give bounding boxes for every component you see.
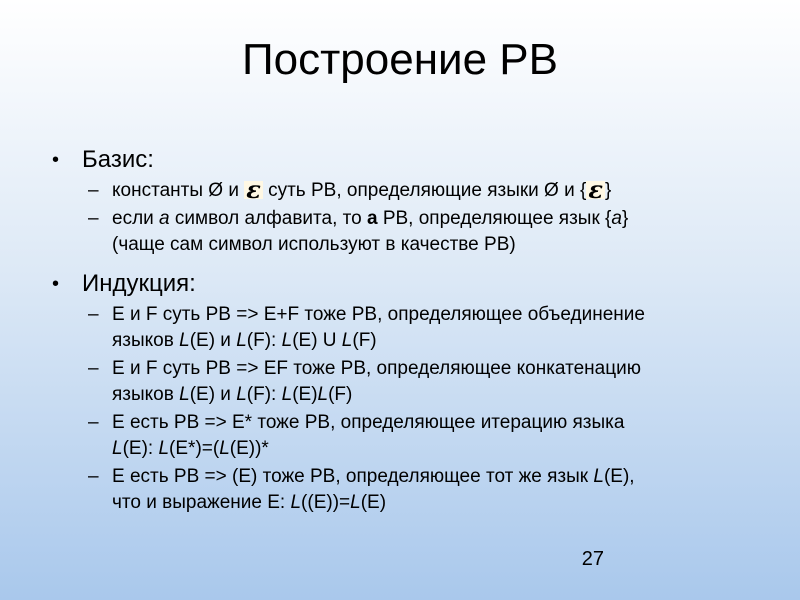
text-fragment: (F): [246, 330, 282, 351]
text-fragment: константы Ø и [112, 180, 245, 201]
text-fragment: символ алфавита, то [169, 208, 367, 229]
text-fragment: если [112, 208, 160, 229]
text-fragment: } [621, 208, 629, 229]
italic-symbol: L [112, 438, 123, 459]
italic-symbol: L [179, 330, 190, 351]
bullet-label: Базис: [82, 146, 154, 173]
text-fragment: языков [112, 330, 180, 351]
epsilon-symbol: ε [588, 175, 603, 204]
italic-symbol: L [350, 492, 361, 513]
dash-glyph: – [88, 304, 99, 325]
italic-symbol: L [341, 330, 353, 351]
sub-item-constants [52, 175, 752, 204]
italic-symbol: L [219, 438, 230, 459]
italic-symbol: L [236, 384, 247, 405]
text-fragment: E есть РВ => E* тоже РВ, определяющее итерацию языка [112, 412, 625, 433]
text-fragment: } [604, 180, 612, 201]
text-fragment: (E) [360, 492, 387, 513]
text-fragment: языков [112, 384, 180, 405]
text-fragment: (F) [352, 330, 377, 351]
italic-symbol: a [611, 208, 622, 229]
text-fragment: что и выражение E: [112, 492, 291, 513]
epsilon-symbol: ε [246, 175, 261, 204]
italic-symbol: L [158, 438, 170, 459]
text-fragment: E есть РВ => (E) тоже РВ, определяющее тот же язык [112, 466, 594, 487]
bullet-label: Индукция: [82, 270, 196, 297]
text-fragment: (E): [122, 438, 159, 459]
page-number: 27 [581, 548, 604, 570]
italic-symbol: L [290, 492, 302, 513]
text-fragment: ((E))= [301, 492, 351, 513]
dash-glyph: – [88, 358, 99, 379]
text-fragment: (E) U [292, 330, 342, 351]
bullet-glyph: • [52, 273, 60, 295]
dash-glyph: – [88, 466, 99, 487]
slide-content [52, 144, 752, 516]
italic-symbol: L [281, 330, 293, 351]
text-fragment: (F): [246, 384, 282, 405]
bold-symbol: a [366, 208, 378, 229]
italic-symbol: L [593, 466, 604, 487]
sub-item-alphabet-symbol [52, 206, 752, 258]
text-fragment: (E*)=( [169, 438, 220, 459]
text-fragment: (чаще сам символ используют в качестве РВ) [112, 234, 516, 255]
text-fragment: (E) и [189, 384, 237, 405]
text-fragment: E и F суть РВ => E+F тоже РВ, определяющее объединение [112, 304, 645, 325]
text-fragment: (E))* [229, 438, 269, 459]
dash-glyph: – [88, 180, 99, 201]
italic-symbol: L [236, 330, 247, 351]
dash-glyph: – [88, 208, 99, 229]
sub-item-parentheses [52, 464, 752, 516]
italic-symbol: L [317, 384, 329, 405]
italic-symbol: L [179, 384, 190, 405]
text-fragment: (E) [292, 384, 318, 405]
text-fragment: (F) [328, 384, 353, 405]
italic-symbol: L [281, 384, 293, 405]
slide-title: Построение РВ [242, 35, 558, 84]
text-fragment: РВ, определяющее язык { [377, 208, 612, 229]
sub-item-iteration [52, 410, 752, 462]
text-fragment: (E), [603, 466, 635, 487]
sub-item-concatenation [52, 356, 752, 408]
text-fragment: суть РВ, определяющие языки Ø и { [262, 180, 587, 201]
sub-item-union [52, 302, 752, 354]
dash-glyph: – [88, 412, 99, 433]
bullet-glyph: • [52, 149, 60, 171]
italic-symbol: a [159, 208, 170, 229]
text-fragment: E и F суть РВ => EF тоже РВ, определяющее конкатенацию [112, 358, 641, 379]
text-fragment: (E) и [189, 330, 237, 351]
bullet-induction [52, 268, 752, 300]
bullet-basis [52, 144, 752, 176]
